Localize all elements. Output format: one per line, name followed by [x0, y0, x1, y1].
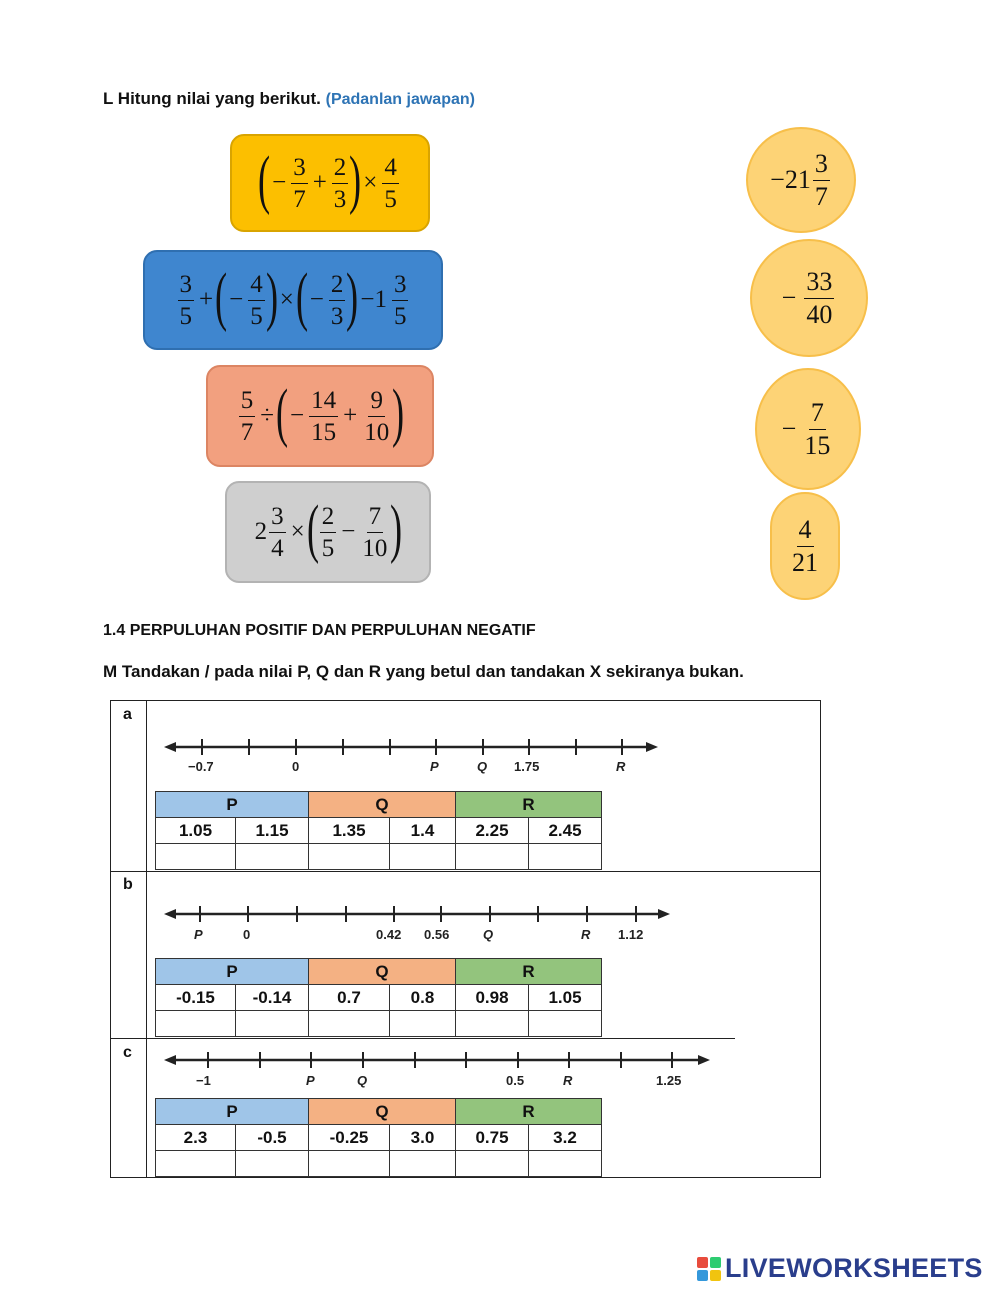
- answer-1[interactable]: −21 $\frac{3}{7}$: [746, 127, 856, 233]
- section-14-title: 1.4 PERPULUHAN POSITIF DAN PERPULUHAN NEGATIF: [103, 622, 536, 639]
- option-value: -0.15: [156, 985, 236, 1011]
- answer-cell[interactable]: [309, 1151, 390, 1177]
- expression-1[interactable]: ( − $\frac{3}{7}$ + $\frac{2}{3}$ ) × $\frac{4}{5}$: [230, 134, 430, 232]
- section-l-title: L Hitung nilai yang berikut.: [103, 89, 321, 108]
- answer-cell[interactable]: [156, 1011, 236, 1037]
- header-q: Q: [309, 959, 456, 985]
- answer-cell[interactable]: [390, 1011, 456, 1037]
- nl-c-label: −1: [196, 1073, 211, 1088]
- option-value: -0.25: [309, 1125, 390, 1151]
- answer-cell[interactable]: [529, 1151, 602, 1177]
- option-value: 2.3: [156, 1125, 236, 1151]
- header-p: P: [156, 1099, 309, 1125]
- number-line-a: [160, 730, 670, 776]
- answer-cell[interactable]: [156, 844, 236, 870]
- option-value: 1.4: [390, 818, 456, 844]
- answer-cell[interactable]: [156, 1151, 236, 1177]
- header-r: R: [456, 792, 602, 818]
- grid-divider: [146, 700, 147, 1178]
- answer-3[interactable]: − $\frac{7}{15}$: [755, 368, 861, 490]
- nl-a-label: −0.7: [188, 759, 214, 774]
- row-label-c: c: [123, 1044, 132, 1061]
- answer-cell[interactable]: [236, 1011, 309, 1037]
- section-m-title: M Tandakan / pada nilai P, Q dan R yang betul dan tandakan X sekiranya bukan.: [103, 662, 744, 681]
- answer-cell[interactable]: [309, 1011, 390, 1037]
- option-value: 1.05: [156, 818, 236, 844]
- options-table-a: [155, 791, 602, 870]
- header-r: R: [456, 1099, 602, 1125]
- answer-cell[interactable]: [456, 1011, 529, 1037]
- option-value: -0.14: [236, 985, 309, 1011]
- number-line-b: [160, 898, 680, 944]
- answer-cell[interactable]: [529, 844, 602, 870]
- expression-2[interactable]: $\frac{3}{5}$ + ( − $\frac{4}{5}$ ) × ( − $\frac{2}{3}$ ) −1 $\frac{3}{5}$: [143, 250, 443, 350]
- logo-blocks-icon: [697, 1257, 721, 1281]
- option-value: 0.98: [456, 985, 529, 1011]
- logo-text: LIVEWORKSHEETS: [725, 1253, 983, 1283]
- nl-b-label: 0: [243, 927, 251, 942]
- answer-cell[interactable]: [456, 844, 529, 870]
- nl-b-label: R: [581, 927, 591, 942]
- header-q: Q: [309, 792, 456, 818]
- answer-cell[interactable]: [456, 1151, 529, 1177]
- section-l-hint: (Padanlan jawapan): [325, 91, 475, 108]
- nl-b-label: Q: [483, 927, 494, 942]
- answer-cell[interactable]: [390, 1151, 456, 1177]
- nl-c-label: 1.25: [656, 1073, 682, 1088]
- nl-a-label: 0: [292, 759, 300, 774]
- nl-c-label: P: [306, 1073, 315, 1088]
- option-value: 0.75: [456, 1125, 529, 1151]
- expression-3[interactable]: $\frac{5}{7}$ ÷ ( − $\frac{14}{15}$ + $\frac{9}{10}$ ): [206, 365, 434, 467]
- option-value: 3.0: [390, 1125, 456, 1151]
- option-value: 3.2: [529, 1125, 602, 1151]
- nl-b-label: P: [194, 927, 203, 942]
- answer-2[interactable]: − $\frac{33}{40}$: [750, 239, 868, 357]
- nl-a-label: P: [430, 759, 439, 774]
- option-value: 0.8: [390, 985, 456, 1011]
- nl-b-label: 1.12: [618, 927, 644, 942]
- answer-4[interactable]: $\frac{4}{21}$: [770, 492, 840, 600]
- row-label-b: b: [123, 876, 133, 893]
- header-q: Q: [309, 1099, 456, 1125]
- options-table-b: [155, 958, 602, 1037]
- answer-cell[interactable]: [309, 844, 390, 870]
- nl-b-label: 0.42: [376, 927, 402, 942]
- nl-c-label: Q: [357, 1073, 368, 1088]
- answer-cell[interactable]: [236, 1151, 309, 1177]
- header-p: P: [156, 959, 309, 985]
- expression-4[interactable]: 2 $\frac{3}{4}$ × ( $\frac{2}{5}$ − $\frac{7}{10}$ ): [225, 481, 431, 583]
- section-l-heading: [103, 89, 475, 109]
- nl-a-label: 1.75: [514, 759, 540, 774]
- answer-cell[interactable]: [236, 844, 309, 870]
- nl-a-label: R: [616, 759, 626, 774]
- option-value: 0.7: [309, 985, 390, 1011]
- option-value: 2.45: [529, 818, 602, 844]
- option-value: 2.25: [456, 818, 529, 844]
- grid-row-divider: [110, 1038, 735, 1039]
- answer-cell[interactable]: [529, 1011, 602, 1037]
- answer-cell[interactable]: [390, 844, 456, 870]
- number-line-c: [160, 1044, 720, 1090]
- nl-b-label: 0.56: [424, 927, 450, 942]
- option-value: 1.15: [236, 818, 309, 844]
- header-p: P: [156, 792, 309, 818]
- nl-c-label: R: [563, 1073, 573, 1088]
- header-r: R: [456, 959, 602, 985]
- option-value: 1.35: [309, 818, 390, 844]
- option-value: -0.5: [236, 1125, 309, 1151]
- grid-row-divider: [110, 871, 821, 872]
- nl-a-label: Q: [477, 759, 488, 774]
- nl-c-label: 0.5: [506, 1073, 525, 1088]
- options-table-c: [155, 1098, 602, 1177]
- option-value: 1.05: [529, 985, 602, 1011]
- liveworksheets-logo: [697, 1253, 983, 1284]
- row-label-a: a: [123, 706, 132, 723]
